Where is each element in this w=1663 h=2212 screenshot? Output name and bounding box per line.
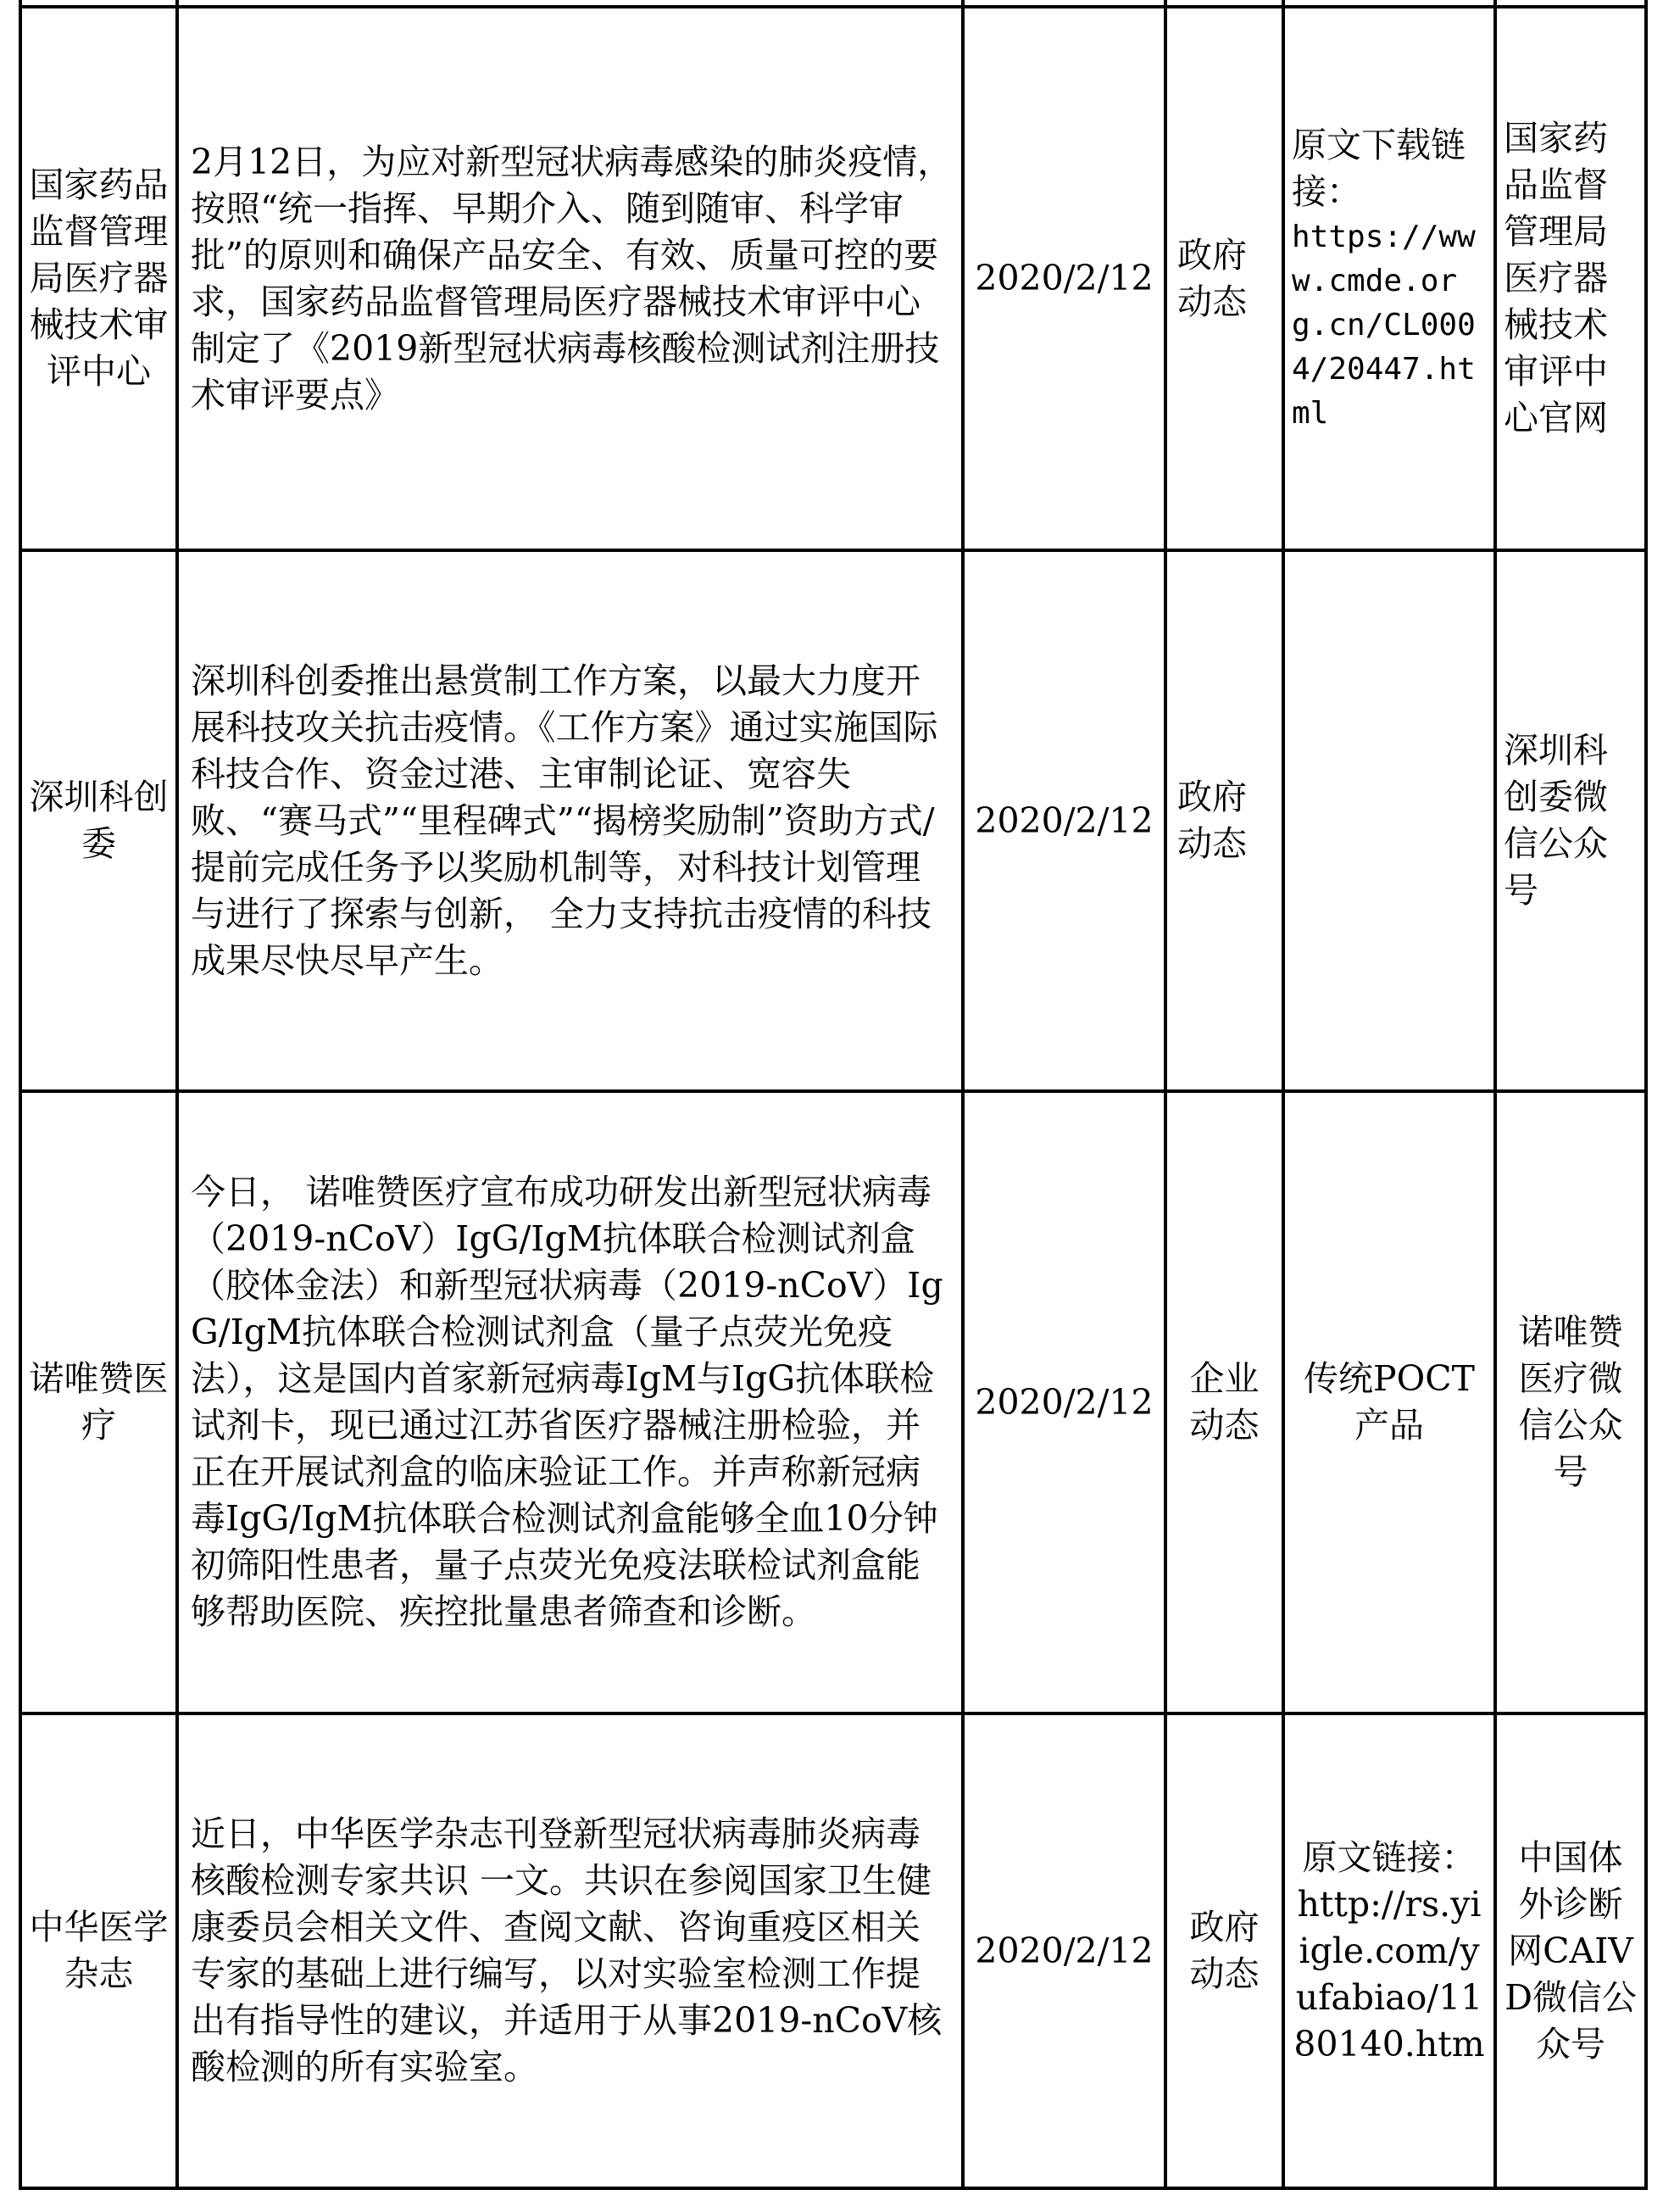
date-cell: 2020/2/12 [963,550,1165,1091]
link-cell[interactable]: 原文链接：http://rs.yiigle.com/yufabiao/1180140.htm [1283,1713,1495,2188]
table-row [20,7,1646,550]
source-cell: 深圳科创委 [20,550,177,1091]
table-cell [1165,0,1283,7]
link-label: 原文下载链接： [1292,124,1466,212]
news-table [19,0,1648,2190]
table-row [20,1091,1646,1713]
type-cell: 政府动态 [1165,1713,1283,2188]
type-cell: 企业动态 [1165,1091,1283,1713]
type-cell: 政府动态 [1165,550,1283,1091]
source-cell: 诺唯赞医疗 [20,1091,177,1713]
date-cell: 2020/2/12 [963,7,1165,550]
table-cell [963,0,1165,7]
origin-cell: 深圳科创委微信公众号 [1495,550,1646,1091]
origin-cell: 中国体外诊断网CAIVD微信公众号 [1495,1713,1646,2188]
content-cell: 近日，中华医学杂志刊登新型冠状病毒肺炎病毒核酸检测专家共识 一文。共识在参阅国家卫生健康委员会相关文件、查阅文献、咨询重疫区相关专家的基础上进行编写，以对实验室检测工作提出有指导性的建议，并适用于从事2019-nCoV核酸检测的所有实验室。 [177,1713,963,2188]
date-cell: 2020/2/12 [963,1713,1165,2188]
table-cell [20,0,177,7]
type-cell: 政府动态 [1165,7,1283,550]
link-cell [1283,550,1495,1091]
link-cell: 传统POCT产品 [1283,1091,1495,1713]
table-row [20,550,1646,1091]
link-cell [1283,7,1495,550]
source-cell: 中华医学杂志 [20,1713,177,2188]
content-cell: 今日， 诺唯赞医疗宣布成功研发出新型冠状病毒（2019-nCoV）IgG/IgM抗体联合检测试剂盒（胶体金法）和新型冠状病毒（2019-nCoV）IgG/IgM抗体联合检测试剂盒（量子点荧光免疫法），这是国内首家新冠病毒IgM与IgG抗体联检试剂卡，现已通过江苏省医疗器械注册检验，并正在开展试剂盒的临床验证工作。并声称新冠病毒IgG/IgM抗体联合检测试剂盒能够全血10分钟初筛阳性患者，量子点荧光免疫法联检试剂盒能够帮助医院、疾控批量患者筛查和诊断。 [177,1091,963,1713]
table-row [20,1713,1646,2188]
origin-cell: 国家药品监督管理局医疗器械技术审评中心官网 [1495,7,1646,550]
table-row-cut-top [20,0,1646,7]
origin-cell: 诺唯赞医疗微信公众号 [1495,1091,1646,1713]
content-cell: 2月12日，为应对新型冠状病毒感染的肺炎疫情，按照“统一指挥、早期介入、随到随审、科学审批”的原则和确保产品安全、有效、质量可控的要求，国家药品监督管理局医疗器械技术审评中心制定了《2019新型冠状病毒核酸检测试剂注册技术审评要点》 [177,7,963,550]
date-cell: 2020/2/12 [963,1091,1165,1713]
table-cell [177,0,963,7]
table-cell [1283,0,1495,7]
content-cell: 深圳科创委推出悬赏制工作方案，以最大力度开展科技攻关抗击疫情。《工作方案》通过实施国际科技合作、资金过港、主审制论证、宽容失败、“赛马式”“里程碑式”“揭榜奖励制”资助方式/提前完成任务予以奖励机制等，对科技计划管理与进行了探索与创新， 全力支持抗击疫情的科技成果尽快尽早产生。 [177,550,963,1091]
link-url[interactable]: https://www.cmde.org.cn/CL0004/20447.html [1292,219,1476,431]
source-cell: 国家药品监督管理局医疗器械技术审评中心 [20,7,177,550]
table-cell [1495,0,1646,7]
